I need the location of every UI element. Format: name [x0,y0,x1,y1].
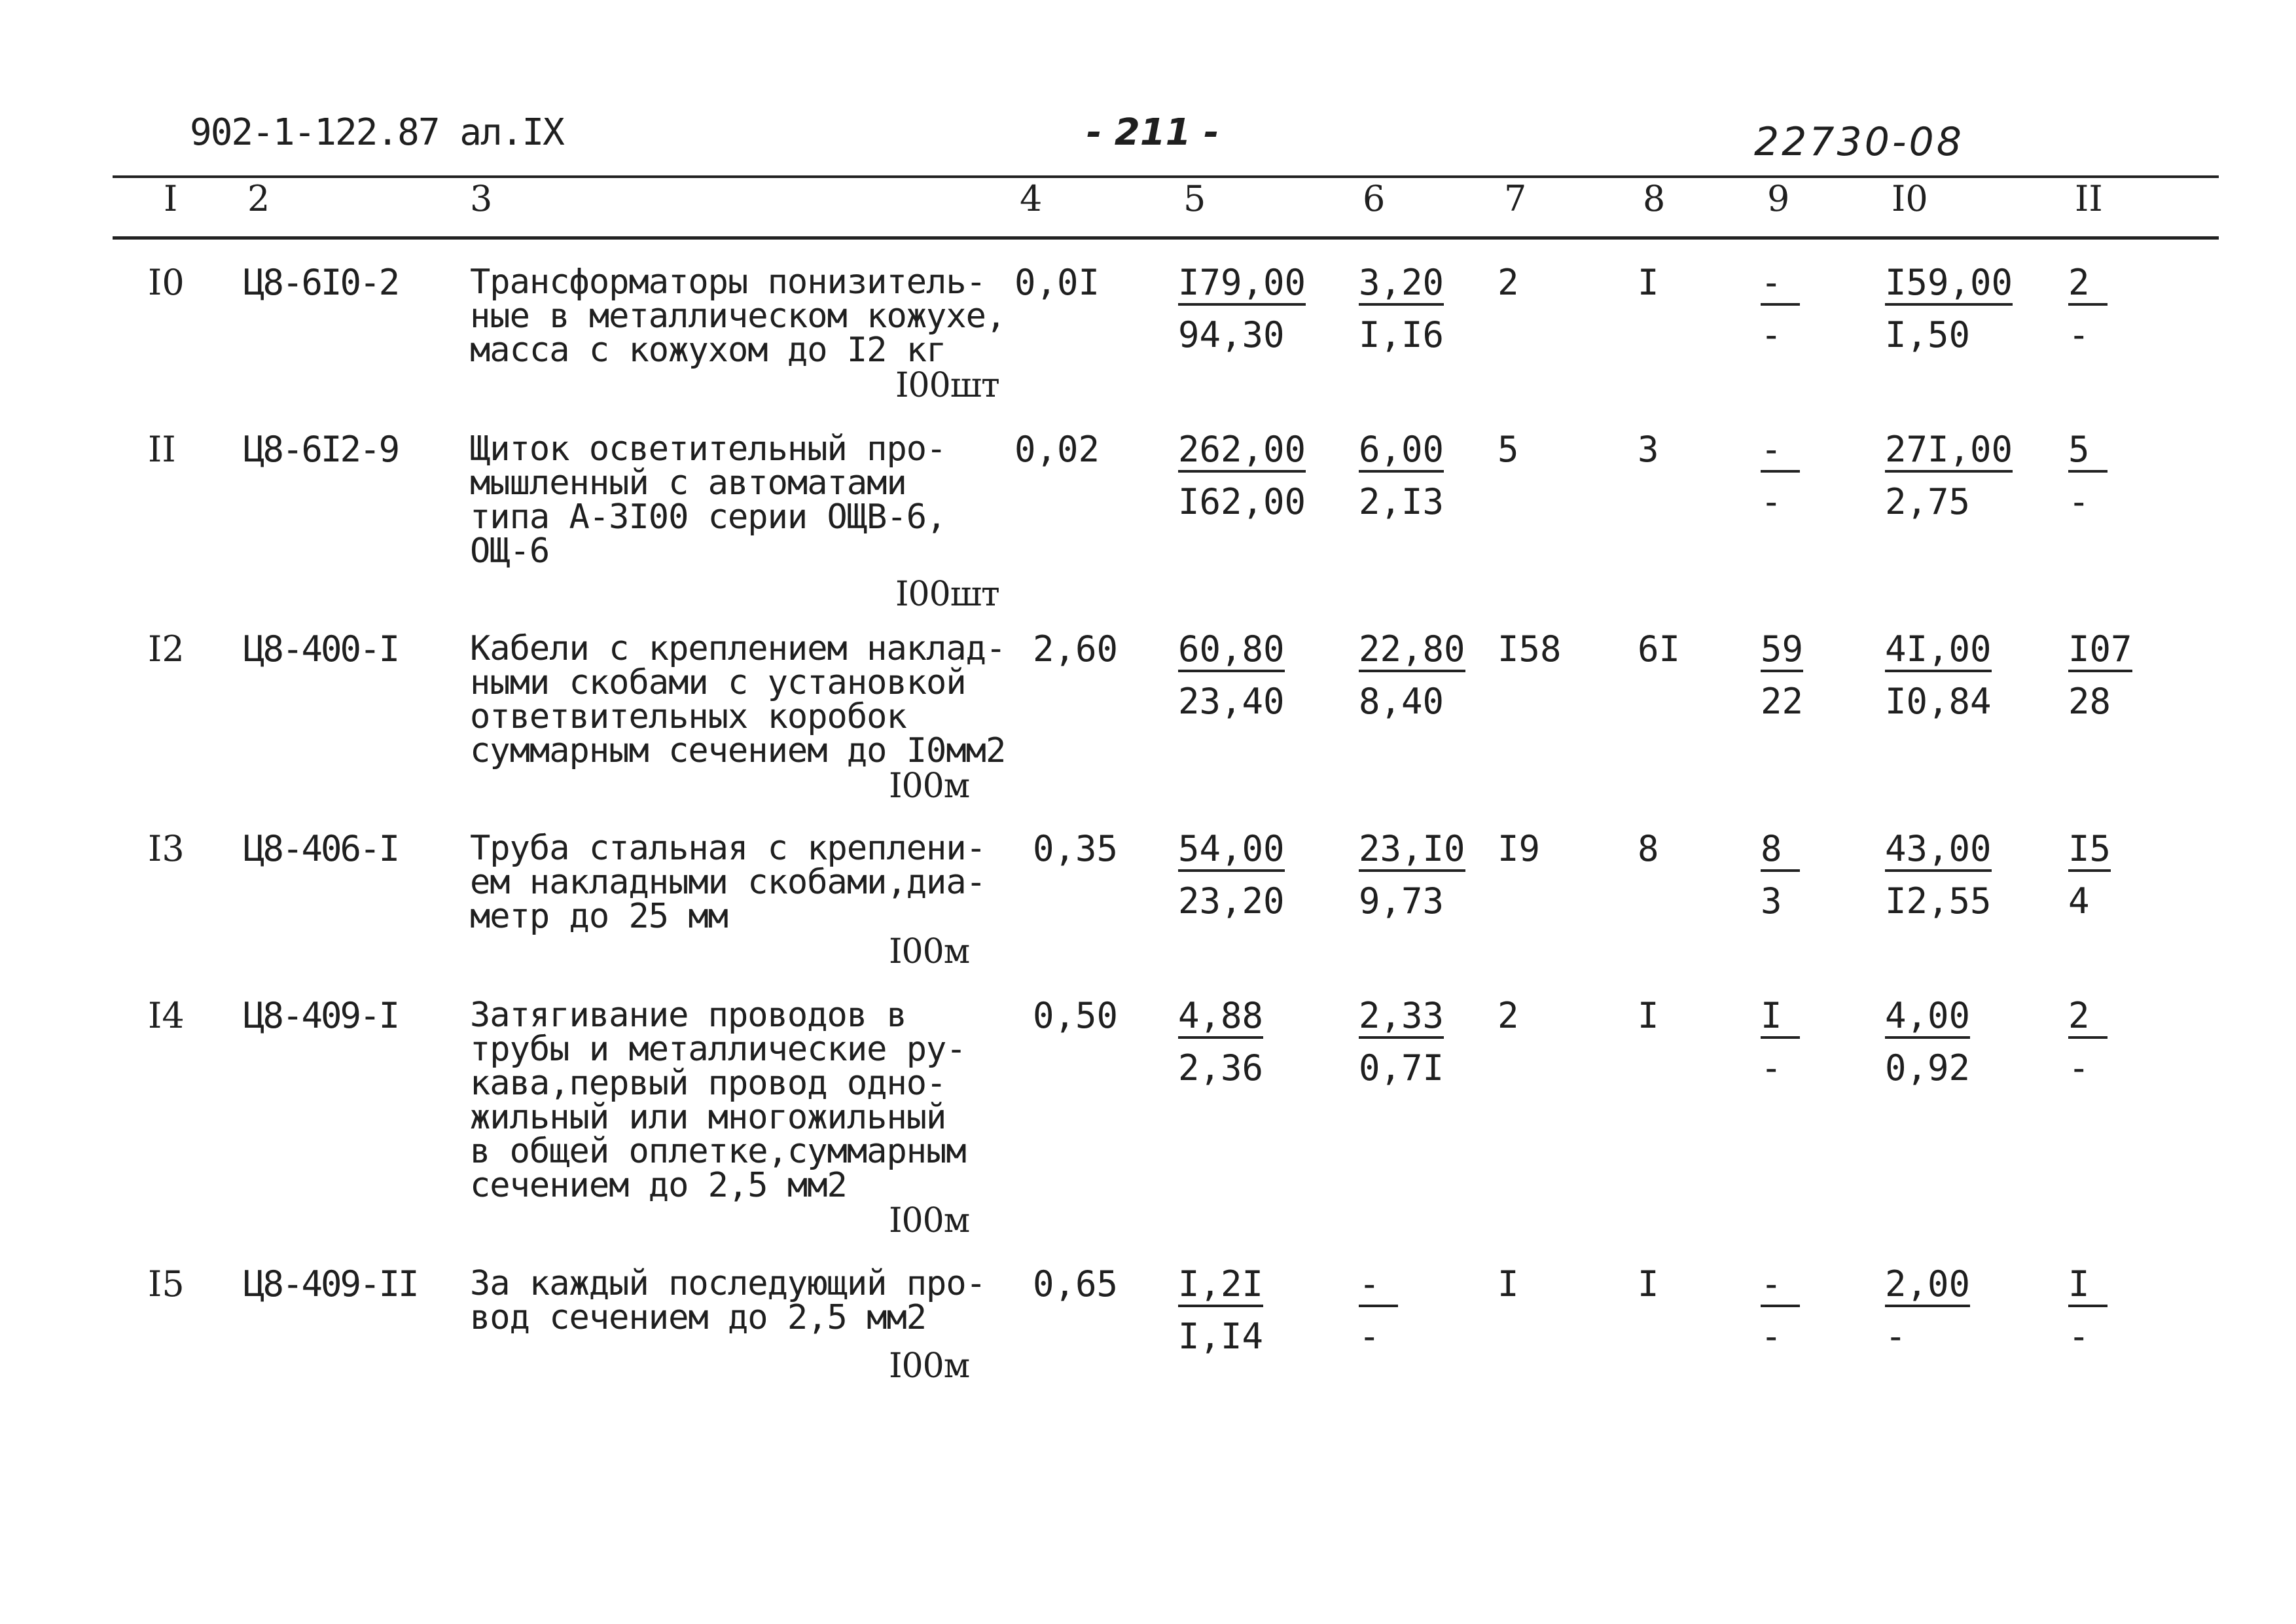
cost-col5-top: I79,00 [1178,265,1306,306]
cost-col5-bottom: I,I4 [1178,1316,1264,1357]
measure-unit: I00м [889,932,970,971]
cost-col10-top: 4I,00 [1885,632,1992,672]
description-line: Кабели с креплением наклад- [470,629,1006,668]
description-line: трубы и металлические ру- [470,1030,966,1069]
quantity: 0,02 [1014,429,1100,470]
quantity: 0,0I [1014,262,1100,303]
cost-col6 [1359,628,1465,722]
cost-col5-top: 54,00 [1178,831,1285,872]
cost-col5-top: I,2I [1178,1267,1263,1307]
cost-col6 [1359,995,1444,1089]
col-head-6: 6 [1363,178,1386,219]
description-line: ные в металлическом кожухе, [470,297,1006,336]
rate-code: Ц8-409-II [243,1263,418,1305]
cost-col5-bottom: 23,20 [1178,880,1285,922]
col-head-10: I0 [1892,178,1928,219]
cost-col11-bottom: 4 [2068,880,2090,922]
cost-col11 [2068,262,2108,355]
cost-col5 [1178,995,1264,1089]
cost-col10-bottom: 2,75 [1885,481,1971,522]
cost-col9 [1761,628,1804,722]
cost-col6-bottom: 2,I3 [1359,481,1444,522]
cost-col9 [1761,429,1800,522]
cost-col10-top: 4,00 [1885,998,1970,1039]
cost-col10-top: 27I,00 [1885,432,2013,473]
cost-col11-top: 5 [2068,432,2108,473]
cost-col11 [2068,429,2108,522]
cost-col5-top: 60,80 [1178,632,1285,672]
description-line: метр до 25 мм [470,897,728,936]
cost-col11-bottom: - [2068,481,2090,522]
description-line: ОЩ-6 [470,532,550,571]
cost-col9-top: - [1761,1267,1800,1307]
cost-col6 [1359,429,1444,522]
cost-col11-top: 2 [2068,998,2108,1039]
description-line: За каждый последующий про- [470,1264,986,1303]
cost-col9-top: - [1761,432,1800,473]
cost-col9-top: 8 [1761,831,1800,872]
cost-col6-bottom: - [1359,1316,1380,1357]
work-description [470,629,1006,806]
cost-col6-top: 23,I0 [1359,831,1465,872]
cost-col5-bottom: 23,40 [1178,681,1285,722]
cost-col10 [1885,429,2013,522]
cost-col10-top: 43,00 [1885,831,1992,872]
description-line: жильный или многожильный [470,1098,946,1137]
quantity: 0,65 [1033,1263,1119,1305]
description-line: Щиток осветительный про- [470,429,946,469]
cost-col6 [1359,262,1444,355]
description-line: мышленный с автоматами [470,463,906,503]
description-line: ем накладными скобами,диа- [470,863,986,902]
cost-col11 [2068,1263,2108,1357]
cost-col5 [1178,262,1306,355]
cost-col9-bottom: - [1761,1047,1782,1089]
cost-col9-bottom: - [1761,314,1782,355]
cost-col10-bottom: I2,55 [1885,880,1992,922]
cost-col10 [1885,995,1971,1089]
col-head-9: 9 [1767,178,1790,219]
work-description [470,998,969,1238]
cost-col10 [1885,262,2013,355]
description-line: в общей оплетке,суммарным [470,1132,966,1171]
description-line: ответвительных коробок [470,697,906,736]
cost-col9-top: - [1761,265,1800,306]
cost-col9-bottom: - [1761,1316,1782,1357]
header-right: 22730-08 [1754,119,1964,165]
measure-unit: I00шт [895,575,999,614]
value-col8: I [1638,1263,1659,1305]
work-description [470,831,986,969]
col-head-1: I [164,178,178,219]
cost-col11-bottom: 28 [2068,681,2111,722]
value-col8: I [1638,995,1659,1036]
col-head-7: 7 [1504,178,1527,219]
cost-col9 [1761,1263,1800,1357]
cost-col9 [1761,262,1800,355]
value-col8: 3 [1638,429,1659,470]
col-head-5: 5 [1183,178,1206,219]
col-head-4: 4 [1020,178,1043,219]
cost-col11 [2068,995,2108,1089]
cost-col10 [1885,828,1992,922]
description-line: суммарным сечением до I0мм2 [470,731,1006,770]
row-number: I4 [148,995,185,1036]
cost-col5-top: 262,00 [1178,432,1306,473]
quantity: 0,50 [1033,995,1119,1036]
description-line: типа А-3I00 серии ОЩВ-6, [470,497,946,537]
cost-col9-top: 59 [1761,632,1803,672]
cost-col5 [1178,429,1306,522]
col-head-8: 8 [1643,178,1666,219]
value-col7: I9 [1498,828,1541,869]
rate-code: Ц8-400-I [243,628,399,670]
description-line: кава,первый провод одно- [470,1064,946,1103]
row-number: I3 [148,828,185,869]
cost-col6-top: 22,80 [1359,632,1465,672]
cost-col11-top: 2 [2068,265,2108,306]
cost-col9 [1761,828,1800,922]
header-rule [113,236,2219,240]
row-number: I5 [148,1263,185,1305]
cost-col10 [1885,1263,1971,1357]
cost-col5-bottom: 2,36 [1178,1047,1264,1089]
cost-col11-bottom: - [2068,1316,2090,1357]
work-description [470,429,999,614]
value-col7: I [1498,1263,1519,1305]
measure-unit: I00м [889,767,970,806]
cost-col11-top: I [2068,1267,2108,1307]
cost-col5 [1178,628,1285,722]
cost-col5 [1178,1263,1264,1357]
cost-col11-top: I07 [2068,632,2132,672]
cost-col9 [1761,995,1800,1089]
cost-col6-top: 3,20 [1359,265,1444,306]
value-col8: 6I [1638,628,1681,670]
description-line: вод сечением до 2,5 мм2 [470,1298,927,1337]
value-col7: I58 [1498,628,1562,670]
page-number: - 211 - [1086,111,1219,154]
description-line: Трансформаторы понизитель- [470,262,986,302]
cost-col10-bottom: I,50 [1885,314,1971,355]
row-number: II [148,429,176,470]
cost-col5 [1178,828,1285,922]
rate-code: Ц8-409-I [243,995,399,1036]
rate-code: Ц8-406-I [243,828,399,869]
measure-unit: I00м [889,1346,970,1386]
col-head-11: II [2075,178,2103,219]
rate-code: Ц8-6I2-9 [243,429,399,470]
description-line: масса с кожухом до I2 кг [470,331,946,370]
cost-col6-top: 6,00 [1359,432,1444,473]
cost-col6-bottom: 9,73 [1359,880,1444,922]
value-col8: I [1638,262,1659,303]
value-col8: 8 [1638,828,1659,869]
description-line: Труба стальная с креплени- [470,829,986,868]
cost-col10-bottom: I0,84 [1885,681,1992,722]
cost-col11-bottom: - [2068,1047,2090,1089]
col-head-3: 3 [470,178,493,219]
row-number: I0 [148,262,185,303]
measure-unit: I00шт [895,366,999,405]
cost-col5-bottom: 94,30 [1178,314,1285,355]
header-left: 902-1-122.87 ал.IX [190,111,564,154]
value-col7: 2 [1498,262,1519,303]
cost-col10-bottom: 0,92 [1885,1047,1971,1089]
measure-unit: I00м [889,1201,970,1240]
cost-col10-top: I59,00 [1885,265,2013,306]
value-col7: 2 [1498,995,1519,1036]
description-line: Затягивание проводов в [470,996,906,1035]
cost-col5-top: 4,88 [1178,998,1263,1039]
cost-col6-bottom: 0,7I [1359,1047,1444,1089]
cost-col9-top: I [1761,998,1800,1039]
description-line: сечением до 2,5 мм2 [470,1166,847,1205]
cost-col6-bottom: I,I6 [1359,314,1444,355]
quantity: 0,35 [1033,828,1119,869]
cost-col10-bottom: - [1885,1316,1907,1357]
cost-col10-top: 2,00 [1885,1267,1970,1307]
cost-col5-bottom: I62,00 [1178,481,1306,522]
work-description [470,262,1006,405]
cost-col6 [1359,828,1465,922]
value-col7: 5 [1498,429,1519,470]
cost-col11 [2068,828,2111,922]
description-line: ными скобами с установкой [470,663,966,702]
row-number: I2 [148,628,185,670]
work-description [470,1264,986,1386]
cost-col6-bottom: 8,40 [1359,681,1444,722]
cost-col9-bottom: - [1761,481,1782,522]
cost-col6 [1359,1263,1398,1357]
col-head-2: 2 [247,178,270,219]
cost-col6-top: 2,33 [1359,998,1444,1039]
cost-col11-top: I5 [2068,831,2111,872]
cost-col9-bottom: 3 [1761,880,1782,922]
cost-col10 [1885,628,1992,722]
quantity: 2,60 [1033,628,1119,670]
cost-col11 [2068,628,2132,722]
rate-code: Ц8-6I0-2 [243,262,399,303]
cost-col9-bottom: 22 [1761,681,1804,722]
cost-col6-top: - [1359,1267,1398,1307]
cost-col11-bottom: - [2068,314,2090,355]
